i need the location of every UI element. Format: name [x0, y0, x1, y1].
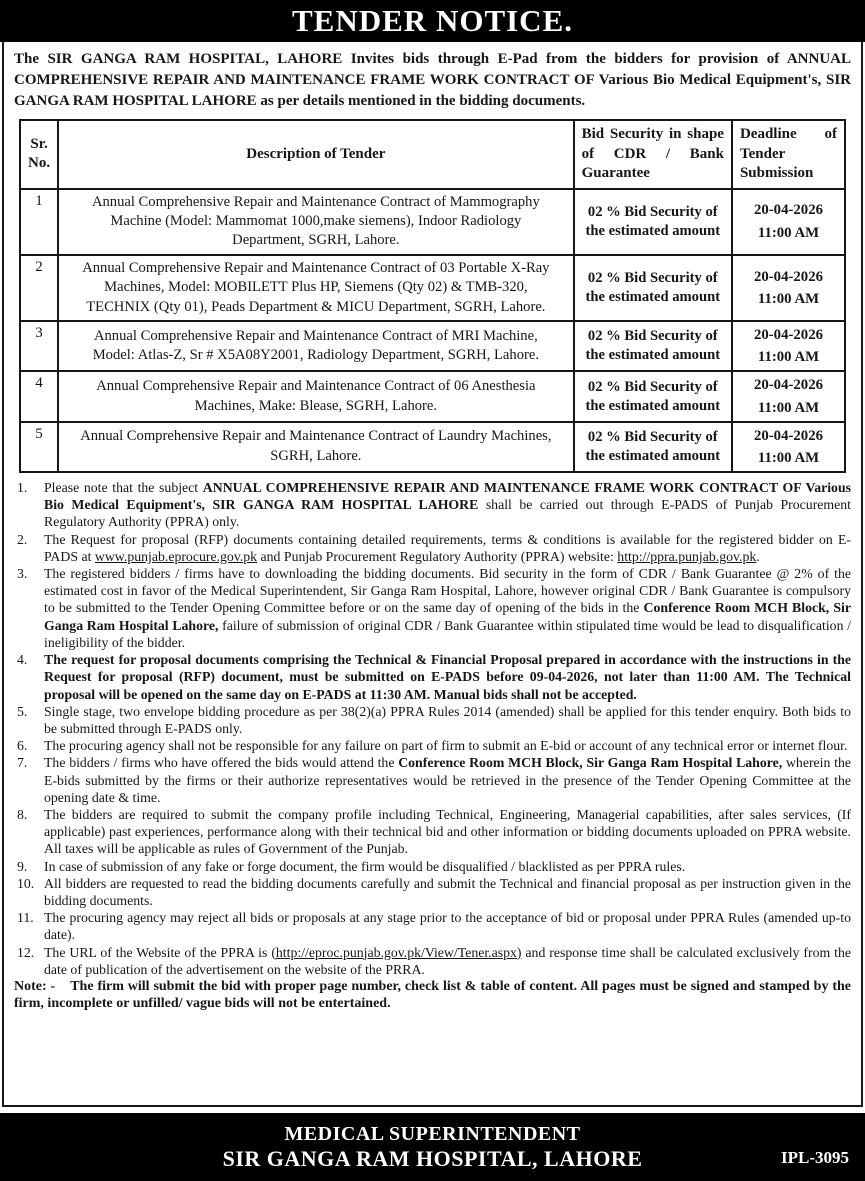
note-text-segment: Single stage, two envelope bidding procedure as per 38(2)(a) PPRA Rules 2014 (amended) shall be applied for this tender enquiry. Both bids to be submitted through E-PADS only.	[44, 703, 851, 736]
cell-sr-no: 3	[20, 321, 58, 371]
note-item	[14, 565, 851, 651]
note-number: 3.	[17, 566, 28, 582]
note-item	[14, 909, 851, 943]
table-row	[20, 255, 845, 321]
notes-list	[14, 479, 851, 978]
note-item	[14, 944, 851, 978]
cell-bid-security: 02 % Bid Security of the estimated amount	[574, 255, 732, 321]
note-text-segment: The procuring agency may reject all bids or proposals at any stage prior to the acceptance of bid or proposal under PPRA Rules (amended up-to date).	[44, 910, 851, 943]
deadline-date: 20-04-2026	[753, 268, 823, 285]
note-text-segment: The registered bidders / firms have to downloading the bidding documents. Bid security in the form of CDR / Bank Guarantee @ 2% of the estimated cost in favor of the Medical Superintendent, Sir Ganga Ram Hospital, Lahore, however original CDR / Bank Guarantee is compulsory to be submitted to the Tender Opening Committee before or on the same day of opening of the bids in the	[44, 566, 851, 616]
note-text	[44, 944, 851, 978]
deadline-date: 20-04-2026	[753, 202, 823, 219]
note-url: www.punjab.eprocure.gov.pk	[94, 548, 258, 564]
note-text-segment: The procuring agency shall not be responsible for any failure on part of firm to submit an E-bid or account of any technical error or internet flour.	[44, 738, 848, 754]
note-number: 9.	[17, 858, 28, 874]
cell-sr-no: 2	[20, 255, 58, 321]
deadline-time: 11:00 AM	[757, 290, 820, 307]
note-number: 2.	[17, 531, 28, 547]
note-text-segment: The request for proposal documents comprising the Technical & Financial Proposal prepared in accordance with the instructions in the Request for proposal (RFP) document, must be submitted on E-PADS before 09-04-2026, not later than 11:00 AM. The Technical proposal will be opened on the same day on E-PADS at 11:30 AM. Manual bids shall not be accepted.	[44, 652, 851, 702]
cell-description: Annual Comprehensive Repair and Maintenance Contract of Mammography Machine (Model: Mammomat 1000,make siemens), Indoor Radiology Department, SGRH, Lahore.	[58, 189, 574, 255]
note-text-segment: wherein the E-bids submitted by the firms or their authorize representatives would be retrieved in the presence of the Tender Opening Committee at the opening date & time.	[44, 755, 851, 805]
note-text	[44, 737, 851, 754]
note-text	[44, 806, 851, 858]
note-text-segment: and response time shall be calculated exclusively from the date of publication of the advertisement on the website of the PRRA.	[44, 944, 852, 977]
note-number: 6.	[17, 738, 28, 754]
cell-deadline	[732, 255, 845, 321]
table-row	[20, 189, 845, 255]
cell-deadline	[732, 371, 845, 421]
note-text-segment: Please note that the subject	[44, 480, 203, 496]
note-item	[14, 754, 851, 806]
table-row	[20, 321, 845, 371]
cell-deadline	[732, 189, 845, 255]
note-item	[14, 703, 851, 737]
header-sr-no: Sr. No.	[20, 120, 58, 189]
note-text-segment: In case of submission of any fake or forge document, the firm would be disqualified / blacklisted as per PPRA rules.	[44, 858, 686, 874]
note-text-segment: and Punjab Procurement Regulatory Authority (PPRA) website:	[257, 548, 618, 564]
note-text-segment: The bidders / firms who have offered the bids would attend the	[44, 755, 399, 771]
cell-description: Annual Comprehensive Repair and Maintenance Contract of Laundry Machines, SGRH, Lahore.	[58, 422, 574, 472]
cell-sr-no: 4	[20, 371, 58, 421]
final-note-label: Note: -	[14, 978, 56, 994]
footer-bar	[0, 1113, 865, 1181]
footer-ad-reference: IPL-3095	[781, 1148, 849, 1167]
note-text-segment: The URL of the Website of the PPRA is	[44, 944, 272, 960]
note-text-segment: Conference Room MCH Block, Sir Ganga Ram Hospital Lahore,	[44, 600, 851, 633]
cell-sr-no: 5	[20, 422, 58, 472]
note-text-segment: All bidders are requested to read the bidding documents carefully and submit the Technical and financial proposal as per instruction given in the bidding documents.	[44, 875, 851, 908]
note-number: 11.	[17, 910, 34, 926]
table-row	[20, 371, 845, 421]
cell-bid-security: 02 % Bid Security of the estimated amount	[574, 321, 732, 371]
note-number: 4.	[17, 652, 28, 668]
note-text-segment: Conference Room MCH Block, Sir Ganga Ram Hospital Lahore,	[398, 755, 783, 771]
header-description: Description of Tender	[58, 120, 574, 189]
note-item	[14, 737, 851, 754]
note-text	[44, 651, 851, 703]
note-text-segment: The firm will submit the bid with proper page number, check list & table of content. All pages must be signed and stamped by the firm, incomplete or unfilled/ vague bids will not be entertained.	[14, 978, 852, 1012]
note-text-segment: The Request for proposal (RFP) documents containing detailed requirements, terms & conditions is available for the registered bidder on E-PADS at	[44, 531, 851, 564]
note-item	[14, 651, 851, 703]
cell-sr-no: 1	[20, 189, 58, 255]
note-text	[44, 703, 851, 737]
note-text	[44, 531, 851, 565]
note-url: http://ppra.punjab.gov.pk	[617, 548, 757, 564]
note-number: 1.	[17, 480, 28, 496]
title-bar	[0, 0, 865, 42]
intro-paragraph: The SIR GANGA RAM HOSPITAL, LAHORE Invites bids through E-Pad from the bidders for provision of ANNUAL COMPREHENSIVE REPAIR AND MAINTENANCE FRAME WORK CONTRACT OF Various Bio Medical Equipment's, SIR GANGA RAM HOSPITAL LAHORE as per details mentioned in the bidding documents.	[14, 51, 851, 109]
note-text	[44, 565, 851, 651]
note-text-segment: ANNUAL COMPREHENSIVE REPAIR AND MAINTENANCE FRAME WORK CONTRACT OF Various Bio Medical Equipment's, SIR GANGA RAM HOSPITAL LAHORE	[44, 480, 851, 513]
note-item	[14, 875, 851, 909]
note-number: 5.	[17, 703, 28, 719]
deadline-date: 20-04-2026	[753, 377, 823, 394]
notice-body	[2, 42, 863, 1107]
note-number: 10.	[17, 875, 35, 891]
note-number: 12.	[17, 944, 35, 960]
header-bid-security: Bid Security in shape of CDR / Bank Guarantee	[574, 120, 732, 189]
note-text	[44, 875, 851, 909]
page-title: TENDER NOTICE.	[292, 3, 573, 38]
note-item	[14, 806, 851, 858]
note-text	[44, 909, 851, 943]
cell-bid-security: 02 % Bid Security of the estimated amount	[574, 422, 732, 472]
cell-description: Annual Comprehensive Repair and Maintenance Contract of 03 Portable X-Ray Machines, Model: MOBILETT Plus HP, Siemens (Qty 02) & TMB-320, TECHNIX (Qty 01), Peads Department & MICU Department, SGRH, Lahore.	[58, 255, 574, 321]
table-header-row	[20, 120, 845, 189]
note-item	[14, 858, 851, 875]
cell-description: Annual Comprehensive Repair and Maintenance Contract of 06 Anesthesia Machines, Make: Blease, SGRH, Lahore.	[58, 371, 574, 421]
note-text	[44, 479, 851, 531]
cell-bid-security: 02 % Bid Security of the estimated amount	[574, 371, 732, 421]
table-row	[20, 422, 845, 472]
note-item	[14, 479, 851, 531]
cell-bid-security: 02 % Bid Security of the estimated amount	[574, 189, 732, 255]
deadline-time: 11:00 AM	[757, 349, 820, 366]
note-item	[14, 531, 851, 565]
cell-deadline	[732, 422, 845, 472]
cell-description: Annual Comprehensive Repair and Maintenance Contract of MRI Machine, Model: Atlas-Z, Sr # X5A08Y2001, Radiology Department, SGRH, Lahore.	[58, 321, 574, 371]
note-text-segment: .	[756, 548, 760, 564]
tender-table	[19, 119, 846, 473]
note-text	[44, 858, 851, 875]
footer-signatory-org: SIR GANGA RAM HOSPITAL, LAHORE	[222, 1145, 643, 1171]
deadline-time: 11:00 AM	[757, 399, 820, 416]
note-text-segment: The bidders are required to submit the company profile including Technical, Engineering, Managerial capabilities, after sales services, (If applicable) past experiences, performance along with their technical bid and other information or bidding documents uploaded on PPRA website. All taxes will be applicable as rules of Government of the Punjab.	[44, 806, 851, 857]
deadline-time: 11:00 AM	[757, 449, 820, 466]
final-note	[14, 978, 851, 1013]
footer-signature-block	[223, 1123, 643, 1172]
note-text-segment: failure of submission of original CDR / Bank Guarantee within stipulated time would be lead to disqualification / ineligibility of the bidder.	[44, 617, 851, 650]
deadline-date: 20-04-2026	[753, 326, 823, 343]
header-deadline: Deadline of Tender Submission	[732, 120, 845, 189]
note-number: 7.	[17, 755, 28, 771]
note-number: 8.	[17, 806, 28, 822]
note-url: (http://eproc.punjab.gov.pk/View/Tener.aspx)	[271, 944, 522, 960]
deadline-time: 11:00 AM	[757, 224, 820, 241]
deadline-date: 20-04-2026	[753, 427, 823, 444]
note-text-segment: shall be carried out through E-PADS of Punjab Procurement Regulatory Authority (PPRA) only.	[44, 497, 851, 530]
cell-deadline	[732, 321, 845, 371]
note-text	[44, 754, 851, 806]
footer-signatory-title: MEDICAL SUPERINTENDENT	[284, 1122, 581, 1145]
